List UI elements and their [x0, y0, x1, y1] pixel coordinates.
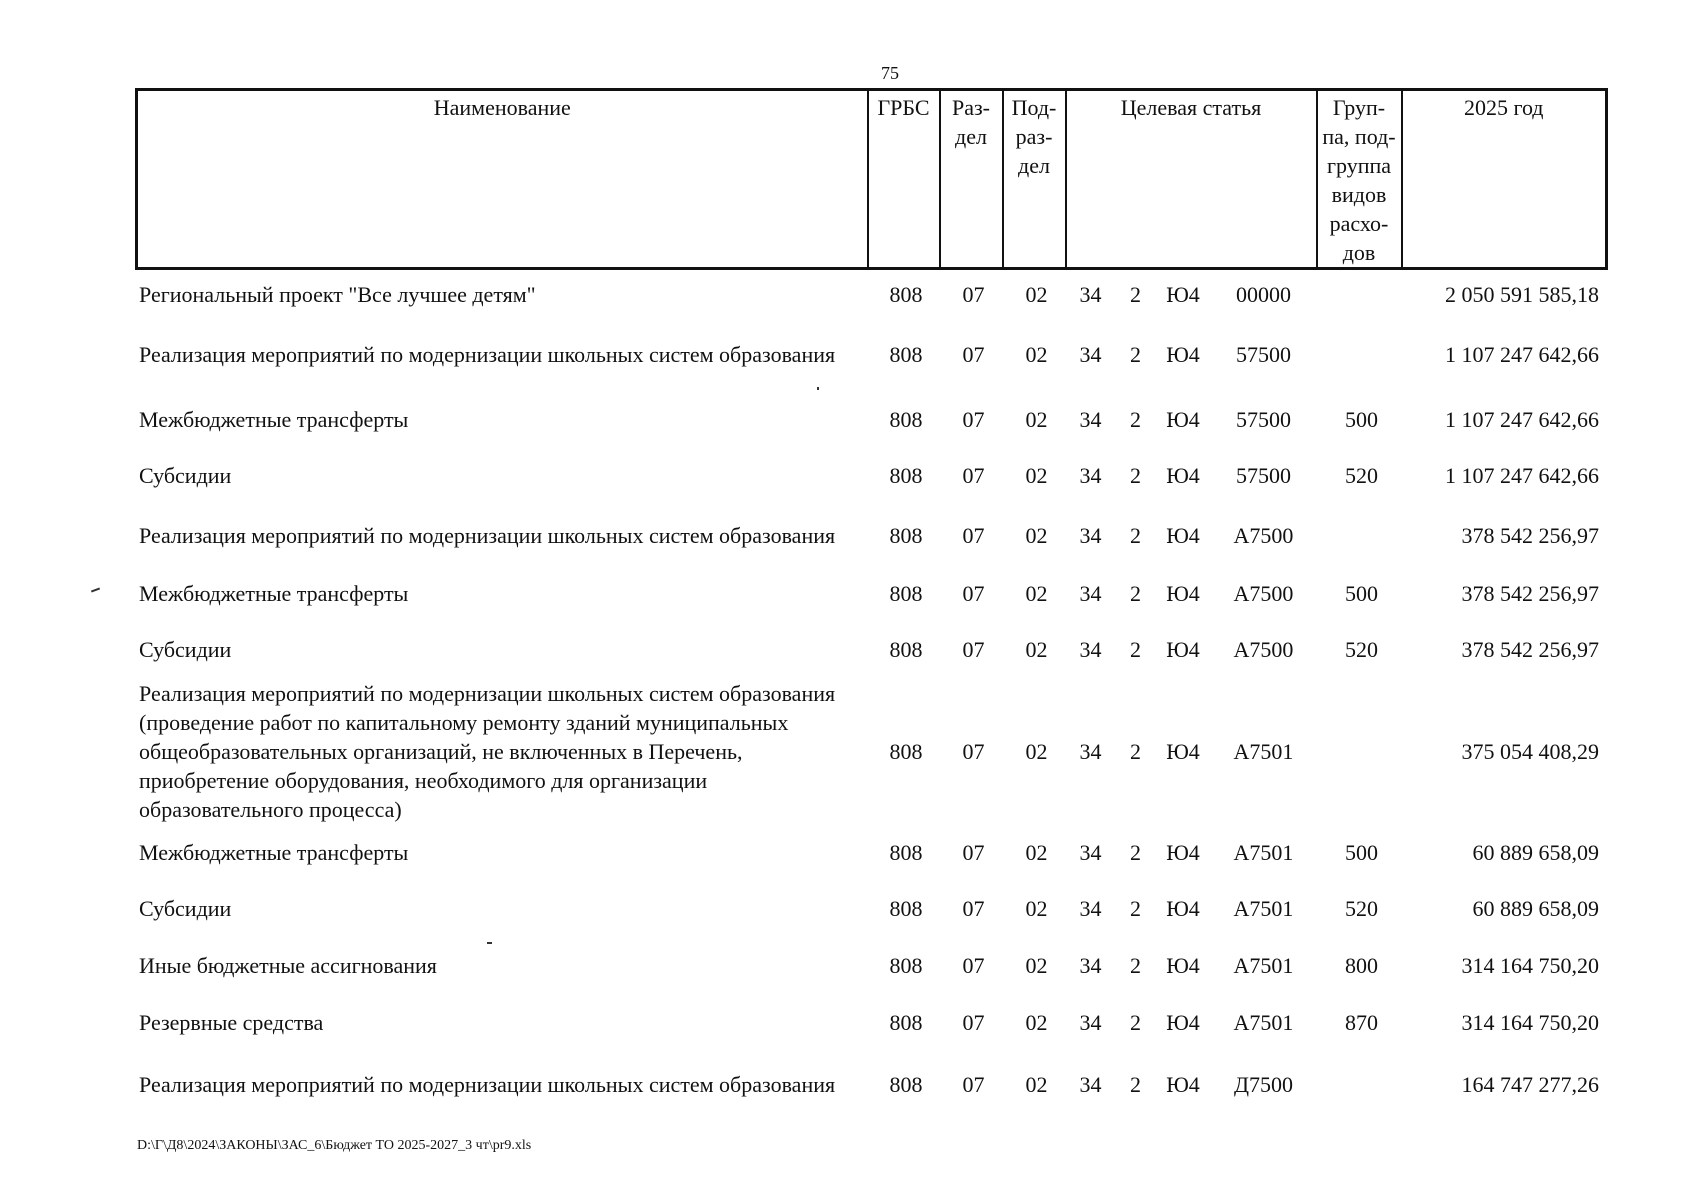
table-body	[135, 272, 1605, 1117]
cell-subsection: 02	[1025, 637, 1048, 662]
cell-t4: А7501	[1233, 739, 1294, 764]
cell-t3: Ю4	[1166, 522, 1200, 548]
cell-section: 07	[962, 581, 985, 606]
cell-section: 07	[962, 739, 985, 764]
cell-t2: 2	[1130, 896, 1141, 921]
cell-name: Межбюджетные трансферты	[139, 581, 409, 606]
cell-t1: 34	[1079, 341, 1102, 367]
cell-group: 500	[1345, 581, 1378, 606]
cell-section: 07	[962, 637, 985, 662]
header-group: Груп- па, под- группа видов расхо- дов	[1317, 90, 1402, 269]
cell-name: Резервные средства	[139, 1010, 324, 1035]
cell-grbs: 808	[889, 1010, 923, 1035]
cell-name: Иные бюджетные ассигнования	[139, 953, 437, 978]
cell-grbs: 808	[889, 581, 923, 606]
cell-section: 07	[962, 281, 985, 307]
cell-t4: А7501	[1233, 953, 1294, 978]
cell-grbs: 808	[889, 463, 923, 488]
table-row	[135, 825, 1605, 880]
cell-amount: 1 107 247 642,66	[1445, 341, 1599, 367]
cell-t2: 2	[1130, 522, 1141, 548]
cell-t1: 34	[1079, 463, 1102, 488]
cell-t4: А7501	[1233, 1010, 1294, 1035]
cell-t2: 2	[1130, 739, 1141, 764]
cell-group: 500	[1345, 840, 1378, 865]
header-subsection: Под- раз- дел	[1003, 90, 1066, 269]
cell-t3: Ю4	[1166, 341, 1200, 367]
cell-grbs: 808	[889, 840, 923, 865]
cell-amount: 1 107 247 642,66	[1445, 407, 1599, 432]
cell-amount: 378 542 256,97	[1461, 522, 1599, 548]
header-grbs: ГРБС	[868, 90, 940, 269]
cell-t1: 34	[1079, 407, 1102, 432]
cell-subsection: 02	[1025, 522, 1048, 548]
cell-t4: 57500	[1236, 463, 1291, 488]
scan-mark	[487, 942, 492, 944]
cell-t4: А7500	[1233, 522, 1294, 548]
cell-t2: 2	[1130, 1010, 1141, 1035]
cell-subsection: 02	[1025, 407, 1048, 432]
cell-grbs: 808	[889, 953, 923, 978]
table-row	[135, 880, 1605, 937]
cell-name: Региональный проект "Все лучшее детям"	[139, 281, 536, 307]
cell-group	[1319, 504, 1404, 566]
cell-amount: 375 054 408,29	[1461, 739, 1599, 764]
cell-t2: 2	[1130, 341, 1141, 367]
cell-t3: Ю4	[1166, 1010, 1200, 1035]
header-year: 2025 год	[1463, 95, 1544, 120]
cell-amount: 314 164 750,20	[1461, 1010, 1599, 1035]
cell-group	[1319, 316, 1404, 392]
cell-name: Межбюджетные трансферты	[139, 407, 409, 432]
cell-grbs: 808	[889, 896, 923, 921]
cell-grbs: 808	[889, 1071, 923, 1097]
cell-subsection: 02	[1025, 739, 1048, 764]
cell-grbs: 808	[889, 281, 923, 307]
cell-group	[1319, 678, 1404, 825]
table-row	[135, 678, 1605, 825]
cell-section: 07	[962, 1010, 985, 1035]
cell-t3: Ю4	[1166, 637, 1200, 662]
cell-t2: 2	[1130, 840, 1141, 865]
table-row	[135, 504, 1605, 566]
header-section: Раз- дел	[940, 90, 1003, 269]
file-path: D:\Г\Д8\2024\ЗАКОНЫ\ЗАС_6\Бюджет ТО 2025-2027_3 чт\pr9.xls	[137, 1138, 532, 1153]
cell-subsection: 02	[1025, 341, 1048, 367]
cell-t4: 57500	[1236, 341, 1291, 367]
cell-amount: 60 889 658,09	[1472, 840, 1599, 865]
cell-t2: 2	[1130, 581, 1141, 606]
cell-t3: Ю4	[1166, 896, 1200, 921]
cell-t1: 34	[1079, 281, 1102, 307]
cell-group: 800	[1345, 953, 1378, 978]
table-row	[135, 937, 1605, 994]
cell-section: 07	[962, 840, 985, 865]
cell-amount: 2 050 591 585,18	[1445, 281, 1599, 307]
table-row	[135, 316, 1605, 392]
cell-subsection: 02	[1025, 840, 1048, 865]
cell-t3: Ю4	[1166, 840, 1200, 865]
cell-section: 07	[962, 341, 985, 367]
table-row	[135, 447, 1605, 504]
cell-section: 07	[962, 896, 985, 921]
cell-subsection: 02	[1025, 896, 1048, 921]
cell-amount: 164 747 277,26	[1461, 1071, 1599, 1097]
cell-group: 520	[1345, 637, 1378, 662]
scan-mark	[91, 588, 100, 593]
table-header	[135, 88, 1608, 270]
cell-t1: 34	[1079, 637, 1102, 662]
cell-t4: Д7500	[1233, 1071, 1293, 1097]
cell-grbs: 808	[889, 637, 923, 662]
cell-section: 07	[962, 953, 985, 978]
table-row	[135, 621, 1605, 678]
scan-mark	[817, 387, 819, 390]
cell-group: 520	[1345, 896, 1378, 921]
cell-t2: 2	[1130, 281, 1141, 307]
cell-t3: Ю4	[1166, 581, 1200, 606]
cell-t1: 34	[1079, 896, 1102, 921]
table-row	[135, 392, 1605, 447]
cell-t4: А7500	[1233, 637, 1294, 662]
cell-t3: Ю4	[1166, 1071, 1200, 1097]
cell-section: 07	[962, 407, 985, 432]
cell-t2: 2	[1130, 463, 1141, 488]
cell-grbs: 808	[889, 522, 923, 548]
cell-section: 07	[962, 463, 985, 488]
cell-t1: 34	[1079, 739, 1102, 764]
cell-name: Субсидии	[139, 637, 232, 662]
cell-t1: 34	[1079, 1010, 1102, 1035]
table-row	[135, 1051, 1605, 1117]
cell-name: Субсидии	[139, 463, 232, 488]
cell-subsection: 02	[1025, 953, 1048, 978]
cell-subsection: 02	[1025, 463, 1048, 488]
cell-group: 520	[1345, 463, 1378, 488]
cell-t3: Ю4	[1166, 953, 1200, 978]
cell-t4: А7501	[1233, 896, 1294, 921]
cell-name: Реализация мероприятий по модернизации школьных систем образования	[139, 522, 836, 548]
cell-subsection: 02	[1025, 1010, 1048, 1035]
cell-t4: А7500	[1233, 581, 1294, 606]
cell-t1: 34	[1079, 1071, 1102, 1097]
cell-name: Реализация мероприятий по модернизации школьных систем образования	[139, 341, 836, 367]
cell-amount: 314 164 750,20	[1461, 953, 1599, 978]
cell-grbs: 808	[889, 739, 923, 764]
cell-t1: 34	[1079, 581, 1102, 606]
cell-t1: 34	[1079, 953, 1102, 978]
cell-t2: 2	[1130, 953, 1141, 978]
cell-t2: 2	[1130, 1071, 1141, 1097]
cell-t1: 34	[1079, 522, 1102, 548]
cell-grbs: 808	[889, 341, 923, 367]
cell-subsection: 02	[1025, 581, 1048, 606]
cell-name: Субсидии	[139, 896, 232, 921]
page-number: 75	[881, 63, 899, 83]
cell-amount: 1 107 247 642,66	[1445, 463, 1599, 488]
cell-grbs: 808	[889, 407, 923, 432]
cell-t4: 00000	[1236, 281, 1291, 307]
cell-name: Реализация мероприятий по модернизации школьных систем образования	[139, 1071, 836, 1097]
cell-group	[1319, 272, 1404, 316]
cell-t2: 2	[1130, 407, 1141, 432]
cell-t3: Ю4	[1166, 739, 1200, 764]
cell-section: 07	[962, 1071, 985, 1097]
cell-group: 870	[1345, 1010, 1378, 1035]
table-row	[135, 566, 1605, 621]
cell-group: 500	[1345, 407, 1378, 432]
cell-t2: 2	[1130, 637, 1141, 662]
cell-t4: А7501	[1233, 840, 1294, 865]
header-name: Наименование	[137, 90, 868, 269]
cell-t3: Ю4	[1166, 407, 1200, 432]
cell-amount: 60 889 658,09	[1472, 896, 1599, 921]
cell-t1: 34	[1079, 840, 1102, 865]
cell-name: Реализация мероприятий по модернизации школьных систем образования (проведение работ по капитальному ремонту зданий муниципальных общеобразовательных организаций, не включенных в Перечень, приобретение оборудования, необходимого для организации образовательного процесса)	[139, 681, 836, 822]
cell-name: Межбюджетные трансферты	[139, 840, 409, 865]
cell-subsection: 02	[1025, 281, 1048, 307]
cell-subsection: 02	[1025, 1071, 1048, 1097]
cell-section: 07	[962, 522, 985, 548]
cell-amount: 378 542 256,97	[1461, 637, 1599, 662]
cell-t4: 57500	[1236, 407, 1291, 432]
table-row	[135, 272, 1605, 316]
header-target-article: Целевая статья	[1066, 90, 1317, 269]
table-row	[135, 994, 1605, 1051]
cell-t3: Ю4	[1166, 463, 1200, 488]
cell-t3: Ю4	[1166, 281, 1200, 307]
cell-amount: 378 542 256,97	[1461, 581, 1599, 606]
cell-group	[1319, 1051, 1404, 1117]
